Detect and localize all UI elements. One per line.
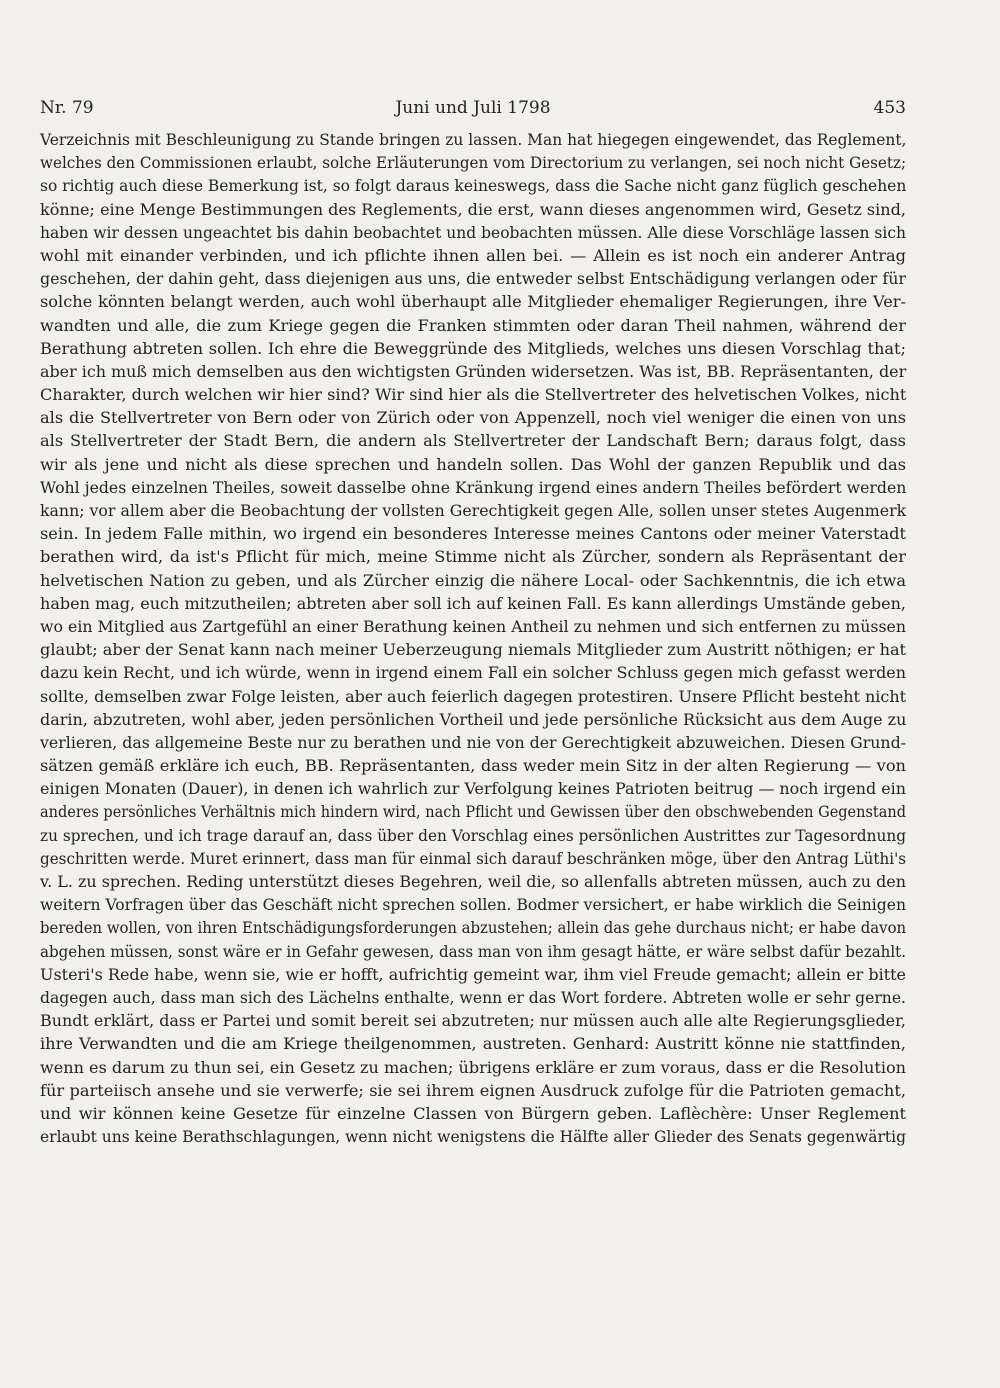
text-line: erlaubt uns keine Berathschlagungen, wenn nicht wenigstens die Hälfte aller Glieder des Senats gegenwärtig	[40, 1127, 907, 1147]
text-line: wohl mit einander verbinden, und ich pflichte ihnen allen bei. — Allein es ist noch ein anderer Antrag	[40, 245, 906, 265]
text-line: zu sprechen, und ich trage darauf an, dass über den Vorschlag eines persönlichen Austrittes zur Tagesordnung	[40, 825, 906, 845]
text-line: anderes persönliches Verhältnis mich hindern wird, nach Pflicht und Gewissen über den obschwebenden Gegenstand	[40, 802, 906, 822]
text-line: wir als jene und nicht als diese sprechen und handeln sollen. Das Wohl der ganzen Republik und das	[40, 454, 906, 474]
text-line: darin, abzutreten, wohl aber, jeden persönlichen Vortheil und jede persönliche Rücksicht aus dem Auge zu	[40, 709, 907, 729]
text-line: Berathung abtreten sollen. Ich ehre die Beweggründe des Mitglieds, welches uns diesen Vorschlag that;	[40, 338, 906, 358]
text-line: wandten und alle, die zum Kriege gegen die Franken stimmten oder daran Theil nahmen, während der	[40, 315, 906, 335]
text-line: geschritten werde. Muret erinnert, dass man für einmal sich darauf beschränken möge, über den Antrag Lüthi's	[40, 848, 907, 868]
text-line: wenn es darum zu thun sei, ein Gesetz zu machen; übrigens erkläre er zum voraus, dass er die Resolution	[40, 1057, 906, 1077]
text-line: als Stellvertreter der Stadt Bern, die andern als Stellvertreter der Landschaft Bern; daraus folgt, dass	[40, 431, 906, 451]
text-line: helvetischen Nation zu geben, und als Zürcher einzig die nähere Local- oder Sachkenntnis, die ich etwa	[40, 570, 906, 590]
text-line: Bundt erklärt, dass er Partei und somit bereit sei abzutreten; nur müssen auch alle alte Regierungsglieder,	[40, 1011, 906, 1031]
text-line: wo ein Mitglied aus Zartgefühl an einer Berathung keinen Antheil zu nehmen und sich entfernen zu müssen	[40, 616, 906, 636]
document-number: Nr. 79	[40, 98, 94, 118]
text-line: geschehen, der dahin geht, dass diejenigen aus uns, die entweder selbst Entschädigung verlangen oder für	[40, 269, 906, 289]
text-line: so richtig auch diese Bemerkung ist, so folgt daraus keineswegs, dass die Sache nicht ganz füglich geschehen	[40, 176, 907, 196]
text-line: ihre Verwandten und die am Kriege theilgenommen, austreten. Genhard: Austritt könne nie stattfinden,	[40, 1034, 906, 1054]
body-text	[40, 128, 906, 1148]
text-line: solche könnten belangt werden, auch wohl überhaupt alle Mitglieder ehemaliger Regierungen, ihre Ver-	[40, 292, 906, 312]
text-line: v. L. zu sprechen. Reding unterstützt dieses Begehren, weil die, so allenfalls abtreten müssen, auch zu den	[40, 872, 906, 891]
text-line: abgehen müssen, sonst wäre er in Gefahr gewesen, dass man von ihm gesagt hätte, er wäre selbst dafür bezahlt.	[40, 941, 906, 961]
text-line: Charakter, durch welchen wir hier sind? Wir sind hier als die Stellvertreter des helvetischen Volkes, nicht	[40, 385, 907, 405]
text-line: Usteri's Rede habe, wenn sie, wie er hofft, aufrichtig gemeint war, ihm viel Freude gemacht; allein er bitte	[40, 964, 906, 984]
text-line: sein. In jedem Falle mithin, wo irgend ein besonderes Interesse meines Cantons oder meiner Vaterstadt	[40, 524, 906, 544]
text-line: bereden wollen, von ihren Entschädigungsforderungen abzustehen; allein das gehe durchaus nicht; er habe davon	[40, 918, 907, 938]
text-line: und wir können keine Gesetze für einzelne Classen von Bürgern geben. Laflèchère: Unser Reglement	[40, 1103, 906, 1123]
text-line: sätzen gemäß erkläre ich euch, BB. Repräsentanten, dass weder mein Sitz in der alten Regierung — von	[40, 756, 906, 776]
text-line: kann; vor allem aber die Beobachtung der vollsten Gerechtigkeit gegen Alle, sollen unser stetes Augenmerk	[40, 501, 907, 520]
page-number: 453	[873, 98, 906, 118]
text-line: sollte, demselben zwar Folge leisten, aber auch feierlich dagegen protestiren. Unsere Pflicht besteht nicht	[40, 686, 907, 706]
text-line: aber ich muß mich demselben aus den wichtigsten Gründen widersetzen. Was ist, BB. Repräsentanten, der	[40, 361, 907, 381]
running-title: Juni und Juli 1798	[395, 98, 551, 118]
text-line: einigen Monaten (Dauer), in denen ich wahrlich zur Verfolgung keines Patrioten beitrug — noch irgend ein	[40, 779, 907, 799]
text-line: haben wir dessen ungeachtet bis dahin beobachtet und beobachten müssen. Alle diese Vorschläge lassen sich	[40, 222, 906, 242]
text-line: Verzeichnis mit Beschleunigung zu Stande bringen zu lassen. Man hat hiegegen eingewendet, das Reglement,	[40, 130, 907, 149]
text-line: verlieren, das allgemeine Beste nur zu berathen und nie von der Gerechtigkeit abzuweichen. Diesen Grund-	[40, 732, 906, 752]
text-line: dagegen auch, dass man sich des Lächelns enthalte, wenn er das Wort fordere. Abtreten wolle er sehr gerne.	[40, 987, 906, 1007]
text-line: als die Stellvertreter von Bern oder von Zürich oder von Appenzell, noch viel weniger die einen von uns	[40, 408, 906, 428]
text-line: welches den Commissionen erlaubt, solche Erläuterungen vom Directorium zu verlangen, sei noch nicht Gesetz;	[40, 153, 907, 173]
text-line: glaubt; aber der Senat kann nach meiner Ueberzeugung niemals Mitglieder zum Austritt nöthigen; er hat	[40, 640, 907, 660]
text-line: berathen wird, da ist's Pflicht für mich, meine Stimme nicht als Zürcher, sondern als Repräsentant der	[40, 547, 906, 567]
text-line: weitern Vorfragen über das Geschäft nicht sprechen sollen. Bodmer versichert, er habe wirklich die Seinigen	[40, 895, 906, 915]
text-line: dazu kein Recht, und ich würde, wenn in irgend einem Fall ein solcher Schluss gegen mich gefasst werden	[40, 663, 906, 683]
text-line: Wohl jedes einzelnen Theiles, soweit dasselbe ohne Kränkung irgend eines andern Theiles befördert werden	[40, 477, 907, 497]
text-line: haben mag, euch mitzutheilen; abtreten aber soll ich auf keinen Fall. Es kann allerdings Umstände geben,	[40, 593, 906, 613]
text-line: für parteiisch ansehe und sie verwerfe; sie sei ihrem eignen Ausdruck zufolge für die Patrioten gemacht,	[40, 1080, 906, 1100]
page-header	[40, 98, 906, 122]
text-line: könne; eine Menge Bestimmungen des Reglements, die erst, wann dieses angenommen wird, Gesetz sind,	[40, 199, 906, 219]
